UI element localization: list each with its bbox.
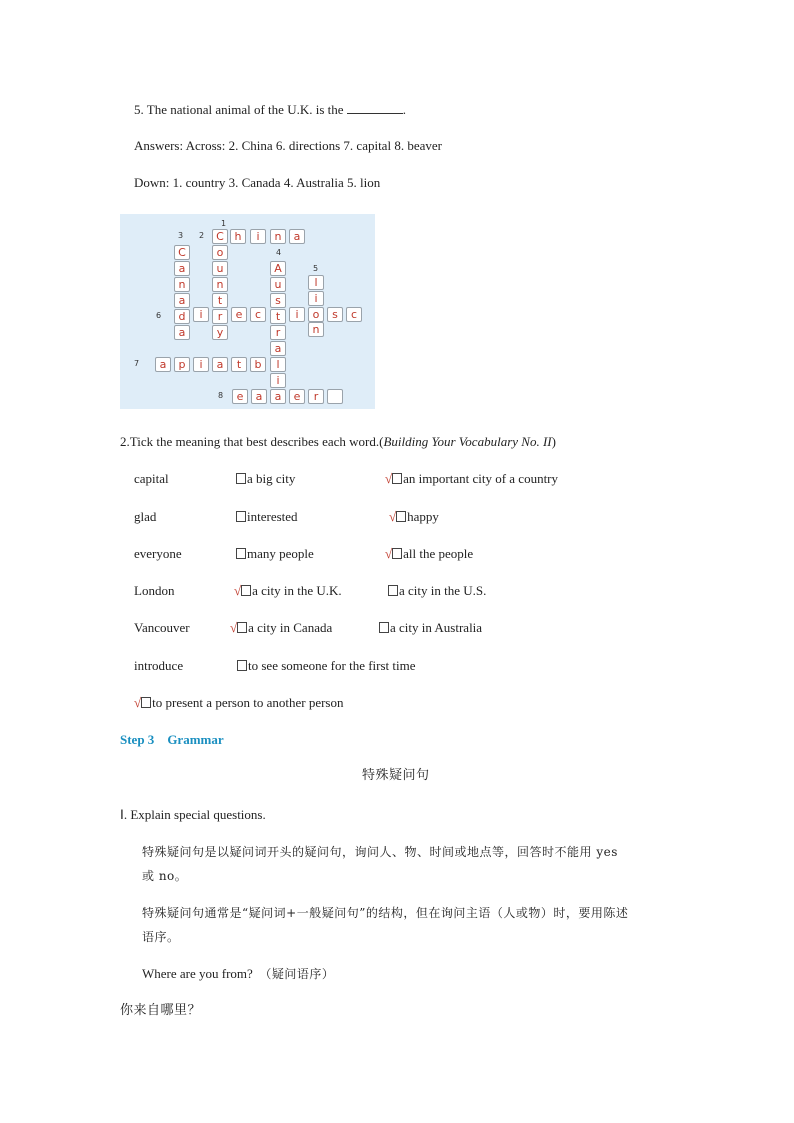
answer-blank — [347, 101, 403, 114]
option-label: happy — [407, 509, 439, 524]
grammar-paragraph-2-line-1: 特殊疑问句通常是“疑问词+一般疑问句”的结构，但在询问主语（人或物）时，要用陈述 — [142, 906, 629, 920]
cell-canada-n: n — [174, 277, 190, 292]
grammar-paragraph-1-line-2: 或 no。 — [142, 869, 188, 883]
cell-directions-i2: i — [289, 307, 305, 322]
question-2-title-text: 2.Tick the meaning that best describes each word. — [120, 434, 380, 449]
option-glad-1[interactable] — [236, 509, 298, 525]
checkbox-icon[interactable] — [392, 473, 402, 484]
option-vancouver-1[interactable] — [230, 620, 332, 636]
cell-beaver-e2: r — [308, 389, 324, 404]
cell-canada-a: a — [174, 261, 190, 276]
option-everyone-1[interactable] — [236, 546, 314, 562]
cell-china-c: C — [212, 229, 228, 244]
option-label: to see someone for the first time — [248, 658, 416, 673]
check-mark-icon: √ — [389, 509, 397, 524]
question-2-title-source: Building Your Vocabulary No. II — [383, 434, 552, 449]
cell-capital-c: a — [155, 357, 171, 372]
vocab-word-introduce: introduce — [134, 658, 184, 673]
option-everyone-2[interactable] — [385, 546, 473, 562]
cell-country-o: o — [212, 245, 228, 260]
cell-australia-i: i — [270, 373, 286, 388]
checkbox-icon[interactable] — [236, 548, 246, 559]
step-3-heading — [120, 732, 224, 748]
checkbox-icon[interactable] — [237, 622, 247, 633]
cell-directions-e: e — [231, 307, 247, 322]
cell-beaver-b: e — [232, 389, 248, 404]
cell-china-h: h — [230, 229, 246, 244]
grammar-heading: 特殊疑问句 — [362, 768, 430, 783]
check-mark-icon: √ — [385, 546, 393, 561]
vocab-word-everyone: everyone — [134, 546, 182, 561]
clue-number-4: 4 — [276, 248, 282, 257]
example-note: （疑问语序） — [259, 967, 335, 981]
option-capital-2[interactable] — [385, 471, 558, 487]
option-label: a city in Australia — [390, 620, 483, 635]
checkbox-icon[interactable] — [141, 697, 151, 708]
cell-australia-a2: a — [270, 341, 286, 356]
checkbox-icon[interactable] — [388, 585, 398, 596]
vocab-word-london: London — [134, 583, 175, 598]
example-sentence: Where are you from? — [142, 966, 253, 981]
grammar-paragraph-1-line-1: 特殊疑问句是以疑问词开头的疑问句，询问人、物、时间或地点等，回答时不能用 yes — [142, 845, 618, 859]
option-introduce-2[interactable] — [134, 695, 343, 711]
cell-lion-l: l — [308, 275, 324, 290]
answers-down: Down: 1. country 3. Canada 4. Australia 5. lion — [134, 175, 381, 190]
clue-number-5: 5 — [313, 264, 319, 273]
checkbox-icon[interactable] — [379, 622, 389, 633]
cell-australia-l: l — [270, 357, 286, 372]
cell-canada-a2: a — [174, 293, 190, 308]
cell-australia-t: t — [270, 309, 286, 324]
crossword-puzzle — [120, 214, 375, 409]
cell-directions-c: c — [250, 307, 266, 322]
clue-number-8: 8 — [218, 391, 224, 400]
grammar-translation: 你来自哪里？ — [120, 1003, 202, 1018]
clue-number-3: 3 — [178, 231, 184, 240]
cell-country-u: u — [212, 261, 228, 276]
grammar-example — [142, 966, 334, 982]
checkbox-icon[interactable] — [237, 660, 247, 671]
cell-country-t: t — [212, 293, 228, 308]
option-introduce-1[interactable] — [237, 658, 416, 674]
clue-number-2: 2 — [199, 231, 205, 240]
checkbox-icon[interactable] — [396, 511, 406, 522]
cell-country-y: y — [212, 325, 228, 340]
cell-country-n: n — [212, 277, 228, 292]
cell-capital-a2: b — [250, 357, 266, 372]
cell-lion-o: o — [308, 307, 324, 322]
cell-australia-a3: a — [270, 389, 286, 404]
cell-beaver-r — [327, 389, 343, 404]
option-label: many people — [247, 546, 314, 561]
check-mark-icon: √ — [134, 695, 142, 710]
checkbox-icon[interactable] — [236, 511, 246, 522]
vocab-word-capital: capital — [134, 471, 169, 486]
cell-directions-n: s — [327, 307, 343, 322]
option-glad-2[interactable] — [389, 509, 439, 525]
cell-capital-t: t — [231, 357, 247, 372]
vocab-word-vancouver: Vancouver — [134, 620, 190, 635]
cell-china-n: n — [270, 229, 286, 244]
cell-australia-s: s — [270, 293, 286, 308]
option-london-2[interactable] — [388, 583, 486, 599]
vocab-word-glad: glad — [134, 509, 157, 524]
option-label: a city in the U.S. — [399, 583, 487, 598]
cell-country-r: r — [212, 309, 228, 324]
cell-directions-i: i — [193, 307, 209, 322]
cell-lion-n: n — [308, 322, 324, 337]
clue-number-7: 7 — [134, 359, 140, 368]
option-label: all the people — [403, 546, 474, 561]
cell-capital-p: i — [193, 357, 209, 372]
step-3-label: Step 3 — [120, 732, 155, 747]
cell-lion-i: i — [308, 291, 324, 306]
cell-china-i: i — [250, 229, 266, 244]
option-label: interested — [247, 509, 298, 524]
step-3-title: Grammar — [167, 732, 224, 747]
question-5 — [134, 101, 406, 118]
option-vancouver-2[interactable] — [379, 620, 482, 636]
question-5-text: 5. The national animal of the U.K. is the — [134, 102, 344, 117]
question-2-title: 2.Tick the meaning that best describes each word.(Building Your Vocabulary No. II) — [120, 434, 556, 449]
check-mark-icon: √ — [385, 471, 393, 486]
cell-canada-a3: a — [174, 325, 190, 340]
clue-number-1: 1 — [221, 219, 227, 228]
option-label: a big city — [247, 471, 296, 486]
check-mark-icon: √ — [234, 583, 242, 598]
cell-australia-u: u — [270, 277, 286, 292]
option-label: a city in the U.K. — [252, 583, 342, 598]
cell-capital-i: a — [212, 357, 228, 372]
option-capital-1[interactable] — [236, 471, 295, 487]
cell-directions-s: c — [346, 307, 362, 322]
answers-across: Answers: Across: 2. China 6. directions 7. capital 8. beaver — [134, 138, 442, 153]
cell-canada-d: d — [174, 309, 190, 324]
cell-australia-r: r — [270, 325, 286, 340]
checkbox-icon[interactable] — [241, 585, 251, 596]
cell-china-a: a — [289, 229, 305, 244]
question-5-period: . — [402, 102, 407, 117]
option-label: a city in Canada — [248, 620, 333, 635]
cell-canada-c: C — [174, 245, 190, 260]
cell-capital-a: p — [174, 357, 190, 372]
cell-beaver-e: a — [251, 389, 267, 404]
option-label: an important city of a country — [403, 471, 559, 486]
option-london-1[interactable] — [234, 583, 342, 599]
clue-number-6: 6 — [156, 311, 162, 320]
cell-beaver-v: e — [289, 389, 305, 404]
checkbox-icon[interactable] — [392, 548, 402, 559]
checkbox-icon[interactable] — [236, 473, 246, 484]
option-label: to present a person to another person — [152, 695, 344, 710]
cell-australia-a: A — [270, 261, 286, 276]
check-mark-icon: √ — [230, 620, 238, 635]
grammar-paragraph-2-line-2: 语序。 — [142, 930, 180, 944]
grammar-section-title: Ⅰ. Explain special questions. — [120, 807, 266, 822]
